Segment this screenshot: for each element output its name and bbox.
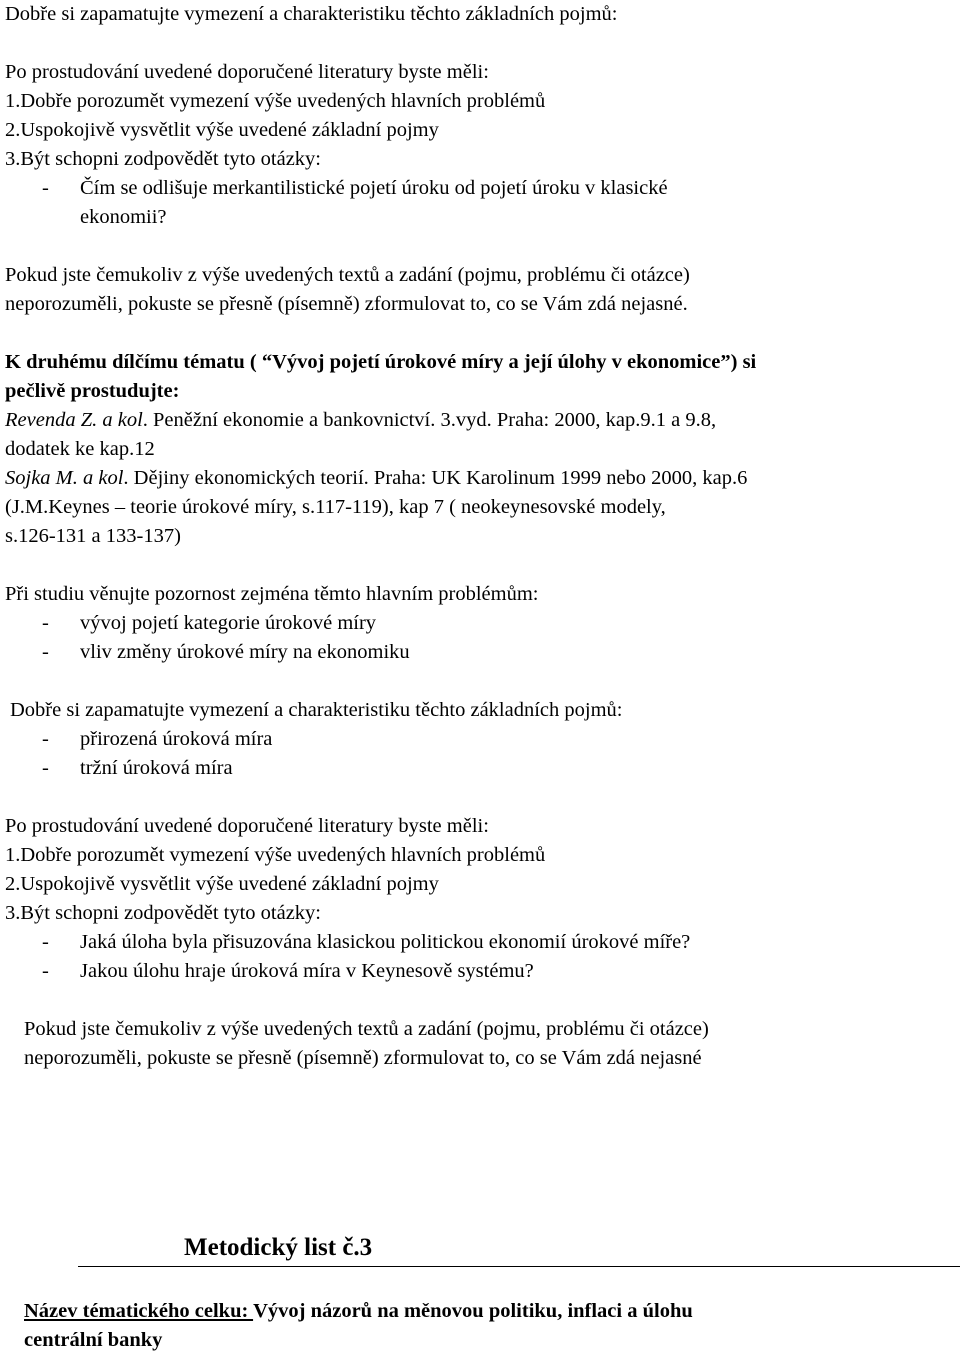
study-intro: Po prostudování uvedené doporučené literatury byste měli: xyxy=(5,61,489,83)
reference-2-pages: s.126-131 a 133-137) xyxy=(5,525,181,547)
reference-author: Sojka M. a kol xyxy=(5,467,124,489)
topic-name-value: Vývoj názorů na měnovou politiku, inflaci a úlohu xyxy=(253,1300,693,1322)
term-text: tržní úroková míra xyxy=(80,757,233,779)
question-text-continued: ekonomii? xyxy=(80,206,167,228)
problem-text: vývoj pojetí kategorie úrokové míry xyxy=(80,612,377,634)
reference-1 xyxy=(5,407,716,433)
list-dash: - xyxy=(42,177,49,199)
reference-details: . Peněžní ekonomie a bankovnictví. 3.vyd. Praha: 2000, kap.9.1 a 9.8, xyxy=(142,409,717,431)
list-dash: - xyxy=(42,641,49,663)
list-dash: - xyxy=(42,931,49,953)
term-item xyxy=(42,755,233,781)
study-intro: Po prostudování uvedené doporučené literatury byste měli: xyxy=(5,815,489,837)
problem-item xyxy=(42,639,410,665)
question-text: Čím se odlišuje merkantilistické pojetí úroku od pojetí úroku v klasické xyxy=(80,177,668,199)
question-text: Jaká úloha byla přisuzována klasickou politickou ekonomií úrokové míře? xyxy=(80,931,691,953)
topic-heading-continued: pečlivě prostudujte: xyxy=(5,380,180,402)
title-divider xyxy=(78,1266,960,1267)
clarification-note-continued: neporozuměli, pokuste se přesně (písemně) zformulovat to, co se Vám zdá nejasné xyxy=(24,1047,702,1069)
topic-heading: K druhému dílčímu tématu ( “Vývoj pojetí úrokové míry a její úlohy v ekonomice”) si xyxy=(5,351,757,373)
question-item xyxy=(42,958,534,984)
focus-intro: Při studiu věnujte pozornost zejména těmto hlavním problémům: xyxy=(5,583,539,605)
goal-1: 1.Dobře porozumět vymezení výše uvedených hlavních problémů xyxy=(5,90,546,112)
key-terms-heading: Dobře si zapamatujte vymezení a charakteristiku těchto základních pojmů: xyxy=(5,3,618,25)
goal-1: 1.Dobře porozumět vymezení výše uvedených hlavních problémů xyxy=(5,844,546,866)
reference-author: Revenda Z. a kol xyxy=(5,409,143,431)
key-terms-heading: Dobře si zapamatujte vymezení a charakteristiku těchto základních pojmů: xyxy=(10,699,623,721)
list-dash: - xyxy=(42,960,49,982)
problem-text: vliv změny úrokové míry na ekonomiku xyxy=(80,641,410,663)
term-text: přirozená úroková míra xyxy=(80,728,273,750)
clarification-note: Pokud jste čemukoliv z výše uvedených textů a zadání (pojmu, problému či otázce) xyxy=(5,264,690,286)
problem-item xyxy=(42,610,376,636)
topic-name-value-continued: centrální banky xyxy=(24,1329,163,1351)
clarification-note: Pokud jste čemukoliv z výše uvedených textů a zadání (pojmu, problému či otázce) xyxy=(24,1018,709,1040)
reference-2-continued: (J.M.Keynes – teorie úrokové míry, s.117-119), kap 7 ( neokeynesovské modely, xyxy=(5,496,666,518)
goal-3: 3.Být schopni zodpovědět tyto otázky: xyxy=(5,902,321,924)
topic-name-line xyxy=(24,1298,693,1324)
clarification-note-continued: neporozuměli, pokuste se přesně (písemně) zformulovat to, co se Vám zdá nejasné. xyxy=(5,293,688,315)
list-dash: - xyxy=(42,757,49,779)
goal-3: 3.Být schopni zodpovědět tyto otázky: xyxy=(5,148,321,170)
goal-2: 2.Uspokojivě vysvětlit výše uvedené základní pojmy xyxy=(5,119,439,141)
reference-2 xyxy=(5,465,747,491)
reference-details: . Dějiny ekonomických teorií. Praha: UK Karolinum 1999 nebo 2000, kap.6 xyxy=(123,467,748,489)
term-item xyxy=(42,726,272,752)
goal-2: 2.Uspokojivě vysvětlit výše uvedené základní pojmy xyxy=(5,873,439,895)
question-item xyxy=(42,175,668,201)
methodical-sheet-title: Metodický list č.3 xyxy=(184,1234,373,1261)
question-text: Jakou úlohu hraje úroková míra v Keynesově systému? xyxy=(80,960,534,982)
list-dash: - xyxy=(42,728,49,750)
question-item xyxy=(42,929,690,955)
list-dash: - xyxy=(42,612,49,634)
topic-name-label: Název tématického celku: xyxy=(24,1300,254,1322)
reference-1-continued: dodatek ke kap.12 xyxy=(5,438,155,460)
